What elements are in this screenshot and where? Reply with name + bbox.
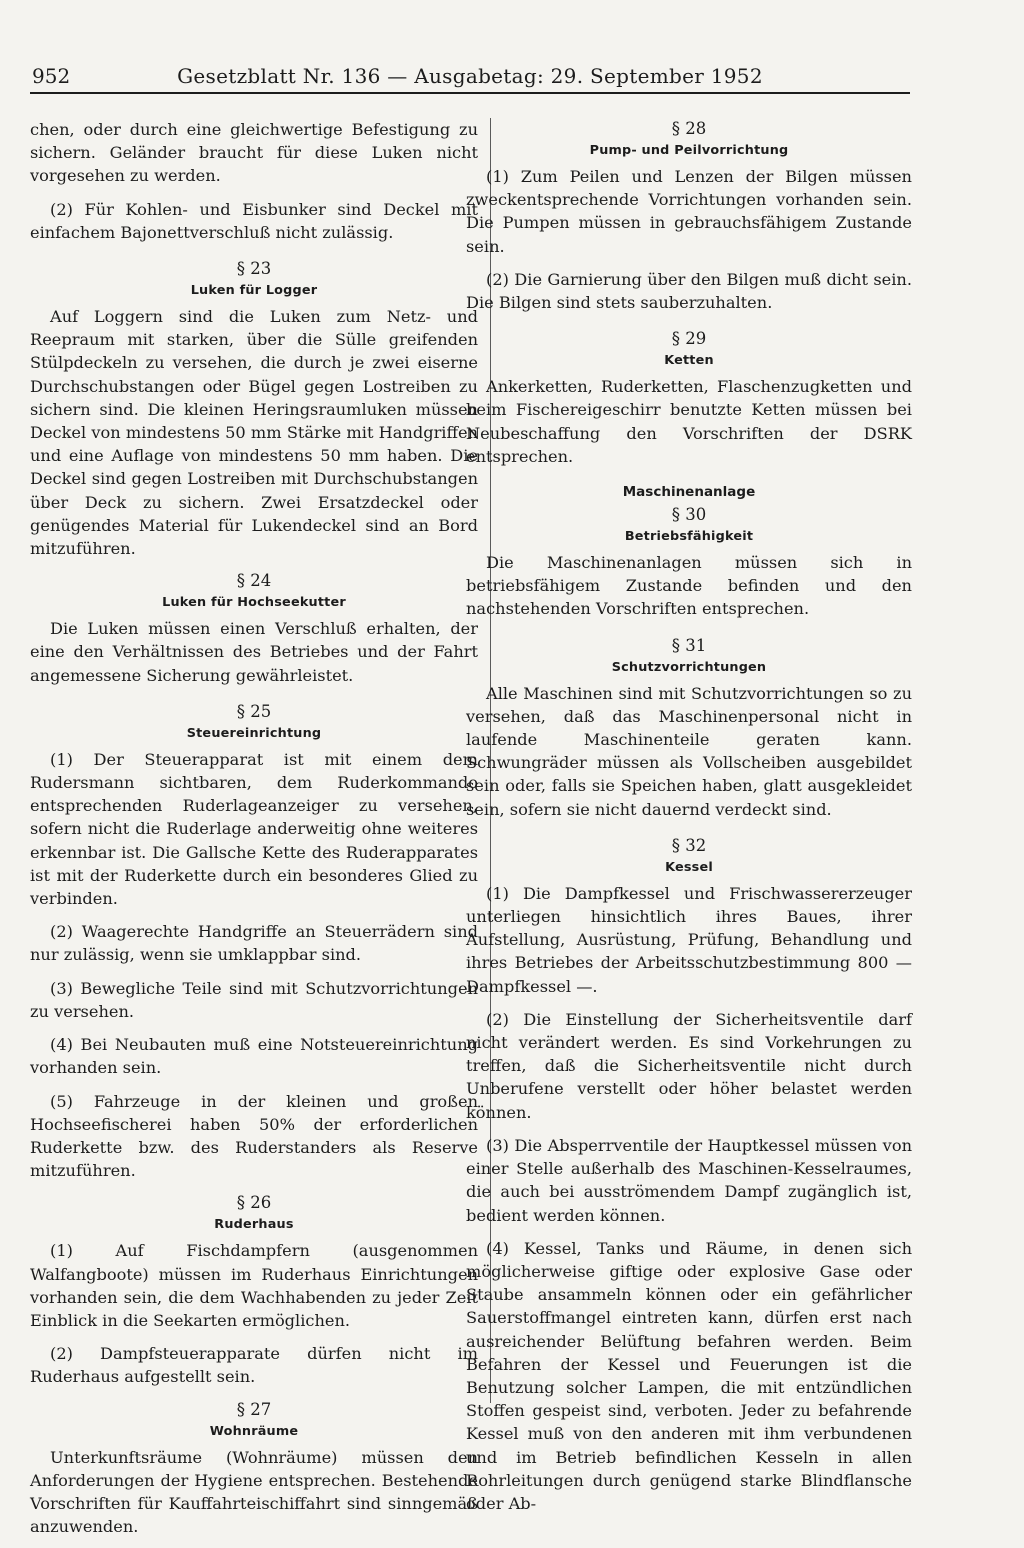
- section-heading: Luken für Hochseekutter: [162, 595, 346, 611]
- paragraph: (2) Die Garnierung über den Bilgen muß dicht sein. Die Bilgen sind stets sauberzuhalten.: [466, 269, 912, 313]
- section-heading: Schutzvorrichtungen: [611, 659, 767, 675]
- paragraph: (1) Auf Fischdampfern (ausgenommen Walfangboote) müssen im Ruderhaus Einrichtungen vorhanden sein, die dem Wachhabenden zu jeder Zeit Einblick in die Seekarten ermöglichen.: [30, 1241, 478, 1330]
- page-number: 952: [32, 64, 71, 88]
- section-heading: Ketten: [664, 353, 714, 369]
- section-heading: Kessel: [665, 859, 713, 875]
- section-number: § 25: [236, 701, 272, 721]
- paragraph: Die Luken müssen einen Verschluß erhalten, der eine den Verhältnissen des Betriebes und der Fahrt angemessene Sicherung gewährleistet.: [30, 619, 478, 685]
- section-heading: Betriebsfähigkeit: [624, 529, 754, 545]
- section-heading: Ruderhaus: [214, 1217, 294, 1233]
- paragraph: (1) Der Steuerapparat ist mit einem dem Rudersmann sichtbaren, dem Ruderkommando entsprechenden Ruderlageanzeiger zu versehen, sofern nicht die Ruderlage anderweitig ohne weiteres erkennbar ist. Die Gallsche Kette des Ruderapparates ist mit der Ruderkette durch ein besonderes Glied zu verbinden.: [30, 749, 478, 909]
- section-number: § 26: [236, 1193, 272, 1213]
- left-column: [30, 118, 478, 1548]
- section-number: § 28: [671, 119, 707, 138]
- paragraph: (4) Kessel, Tanks und Räume, in denen sich möglicherweise giftige oder explosive Gase oder Staube ansammeln können oder ein gefährlicher Sauerstoffmangel eintreten kann, dürfen erst nach ausreichender Belüftung befahren werden. Beim Befahren der Kessel und Feuerungen ist die Benutzung solcher Lampen, die mit entzündlichen Stoffen gespeist sind, verboten. Jeder zu befahrende Kessel muß von den anderen mit ihm verbundenen und im Betrieb befindlichen Kesseln in allen Rohrleitungen durch genügend starke Blindflansche oder Ab-: [466, 1238, 912, 1513]
- paragraph: Alle Maschinen sind mit Schutzvorrichtungen so zu versehen, daß das Maschinenpersonal nicht in laufende Maschinenteile geraten kann. Schwungräder müssen als Vollscheiben ausgebildet sein oder, falls sie Speichen haben, glatt ausgekleidet sein, sofern sie nicht dauernd verdeckt sind.: [466, 683, 912, 819]
- header-title: Gesetzblatt Nr. 136 — Ausgabetag: 29. September 1952: [177, 64, 763, 88]
- section-number: § 27: [236, 1399, 272, 1419]
- paragraph: chen, oder durch eine gleichwertige Befestigung zu sichern. Geländer braucht für diese Luken nicht vorgesehen zu werden.: [30, 120, 478, 186]
- section-number: § 29: [671, 329, 707, 349]
- section-number: § 31: [671, 635, 707, 655]
- right-column: [466, 118, 912, 1525]
- section-number: § 30: [671, 505, 707, 525]
- paragraph: (3) Die Absperrventile der Hauptkessel müssen von einer Stelle außerhalb des Maschinen-Kesselraumes, die auch bei ausströmendem Dampf zugänglich ist, bedient werden können.: [466, 1135, 912, 1225]
- page-header: [30, 60, 910, 94]
- section-number: § 32: [671, 835, 707, 855]
- section-heading: Luken für Logger: [190, 283, 318, 299]
- paragraph: (2) Dampfsteuerapparate dürfen nicht im Ruderhaus aufgestellt sein.: [30, 1344, 478, 1387]
- paragraph: (2) Für Kohlen- und Eisbunker sind Deckel mit einfachem Bajonettverschluß nicht zulässig.: [30, 199, 478, 242]
- paragraph: Auf Loggern sind die Luken zum Netz- und Reepraum mit starken, über die Sülle greifenden Stülpdeckeln zu versehen, die durch je zwei eiserne Durchschubstangen oder Bügel gegen Lostreiben zu sichern sind. Die kleinen Heringsraumluken müssen Deckel von mindestens 50 mm Stärke mit Handgriffen und eine Auflage von mindestens 50 mm haben. Die Deckel sind gegen Lostreiben mit Durchschubstangen über Deck zu sichern. Zwei Ersatzdeckel oder genügendes Material für Lukendeckel sind an Bord mitzuführen.: [30, 307, 478, 559]
- section-heading: Wohnräume: [209, 1423, 299, 1439]
- section-heading: Pump- und Peilvorrichtung: [589, 143, 789, 158]
- chapter-heading: Maschinenanlage: [622, 484, 756, 501]
- section-heading: Steuereinrichtung: [186, 725, 322, 741]
- paragraph: (2) Waagerechte Handgriffe an Steuerrädern sind nur zulässig, wenn sie umklappbar sind.: [30, 922, 478, 965]
- paragraph: Die Maschinenanlagen müssen sich in betriebsfähigem Zustande befinden und den nachstehenden Vorschriften entsprechen.: [466, 553, 912, 619]
- paragraph: Unterkunftsräume (Wohnräume) müssen den Anforderungen der Hygiene entsprechen. Bestehende Vorschriften für Kauffahrteischiffahrt sind sinngemäß anzuwenden.: [30, 1447, 478, 1537]
- paragraph: (1) Die Dampfkessel und Frischwassererzeuger unterliegen hinsichtlich ihres Baues, ihrer Aufstellung, Ausrüstung, Prüfung, Behandlung und ihres Betriebes der Arbeitsschutzbestimmung 800 — Dampfkessel —.: [466, 883, 912, 996]
- paragraph: (2) Die Einstellung der Sicherheitsventile darf nicht verändert werden. Es sind Vorkehrungen zu treffen, daß die Sicherheitsventile nicht durch Unberufene verstellt oder höher belastet werden können.: [466, 1009, 912, 1122]
- paragraph: Ankerketten, Ruderketten, Flaschenzugketten und beim Fischereigeschirr benutzte Ketten müssen bei Neubeschaffung den Vorschriften der DSRK entsprechen.: [466, 377, 912, 466]
- paragraph: (4) Bei Neubauten muß eine Notsteuereinrichtung vorhanden sein.: [30, 1035, 478, 1078]
- paragraph: (5) Fahrzeuge in der kleinen und großen Hochseefischerei haben 50% der erforderlichen Ruderkette bzw. des Ruderstanders als Reserve mitzuführen.: [30, 1091, 478, 1181]
- section-number: § 24: [236, 571, 272, 591]
- section-number: § 23: [236, 259, 272, 279]
- paragraph: (1) Zum Peilen und Lenzen der Bilgen müssen zweckentsprechende Vorrichtungen vorhanden sein. Die Pumpen müssen in gebrauchsfähigem Zustande sein.: [466, 167, 912, 256]
- paragraph: (3) Bewegliche Teile sind mit Schutzvorrichtungen zu versehen.: [30, 978, 478, 1021]
